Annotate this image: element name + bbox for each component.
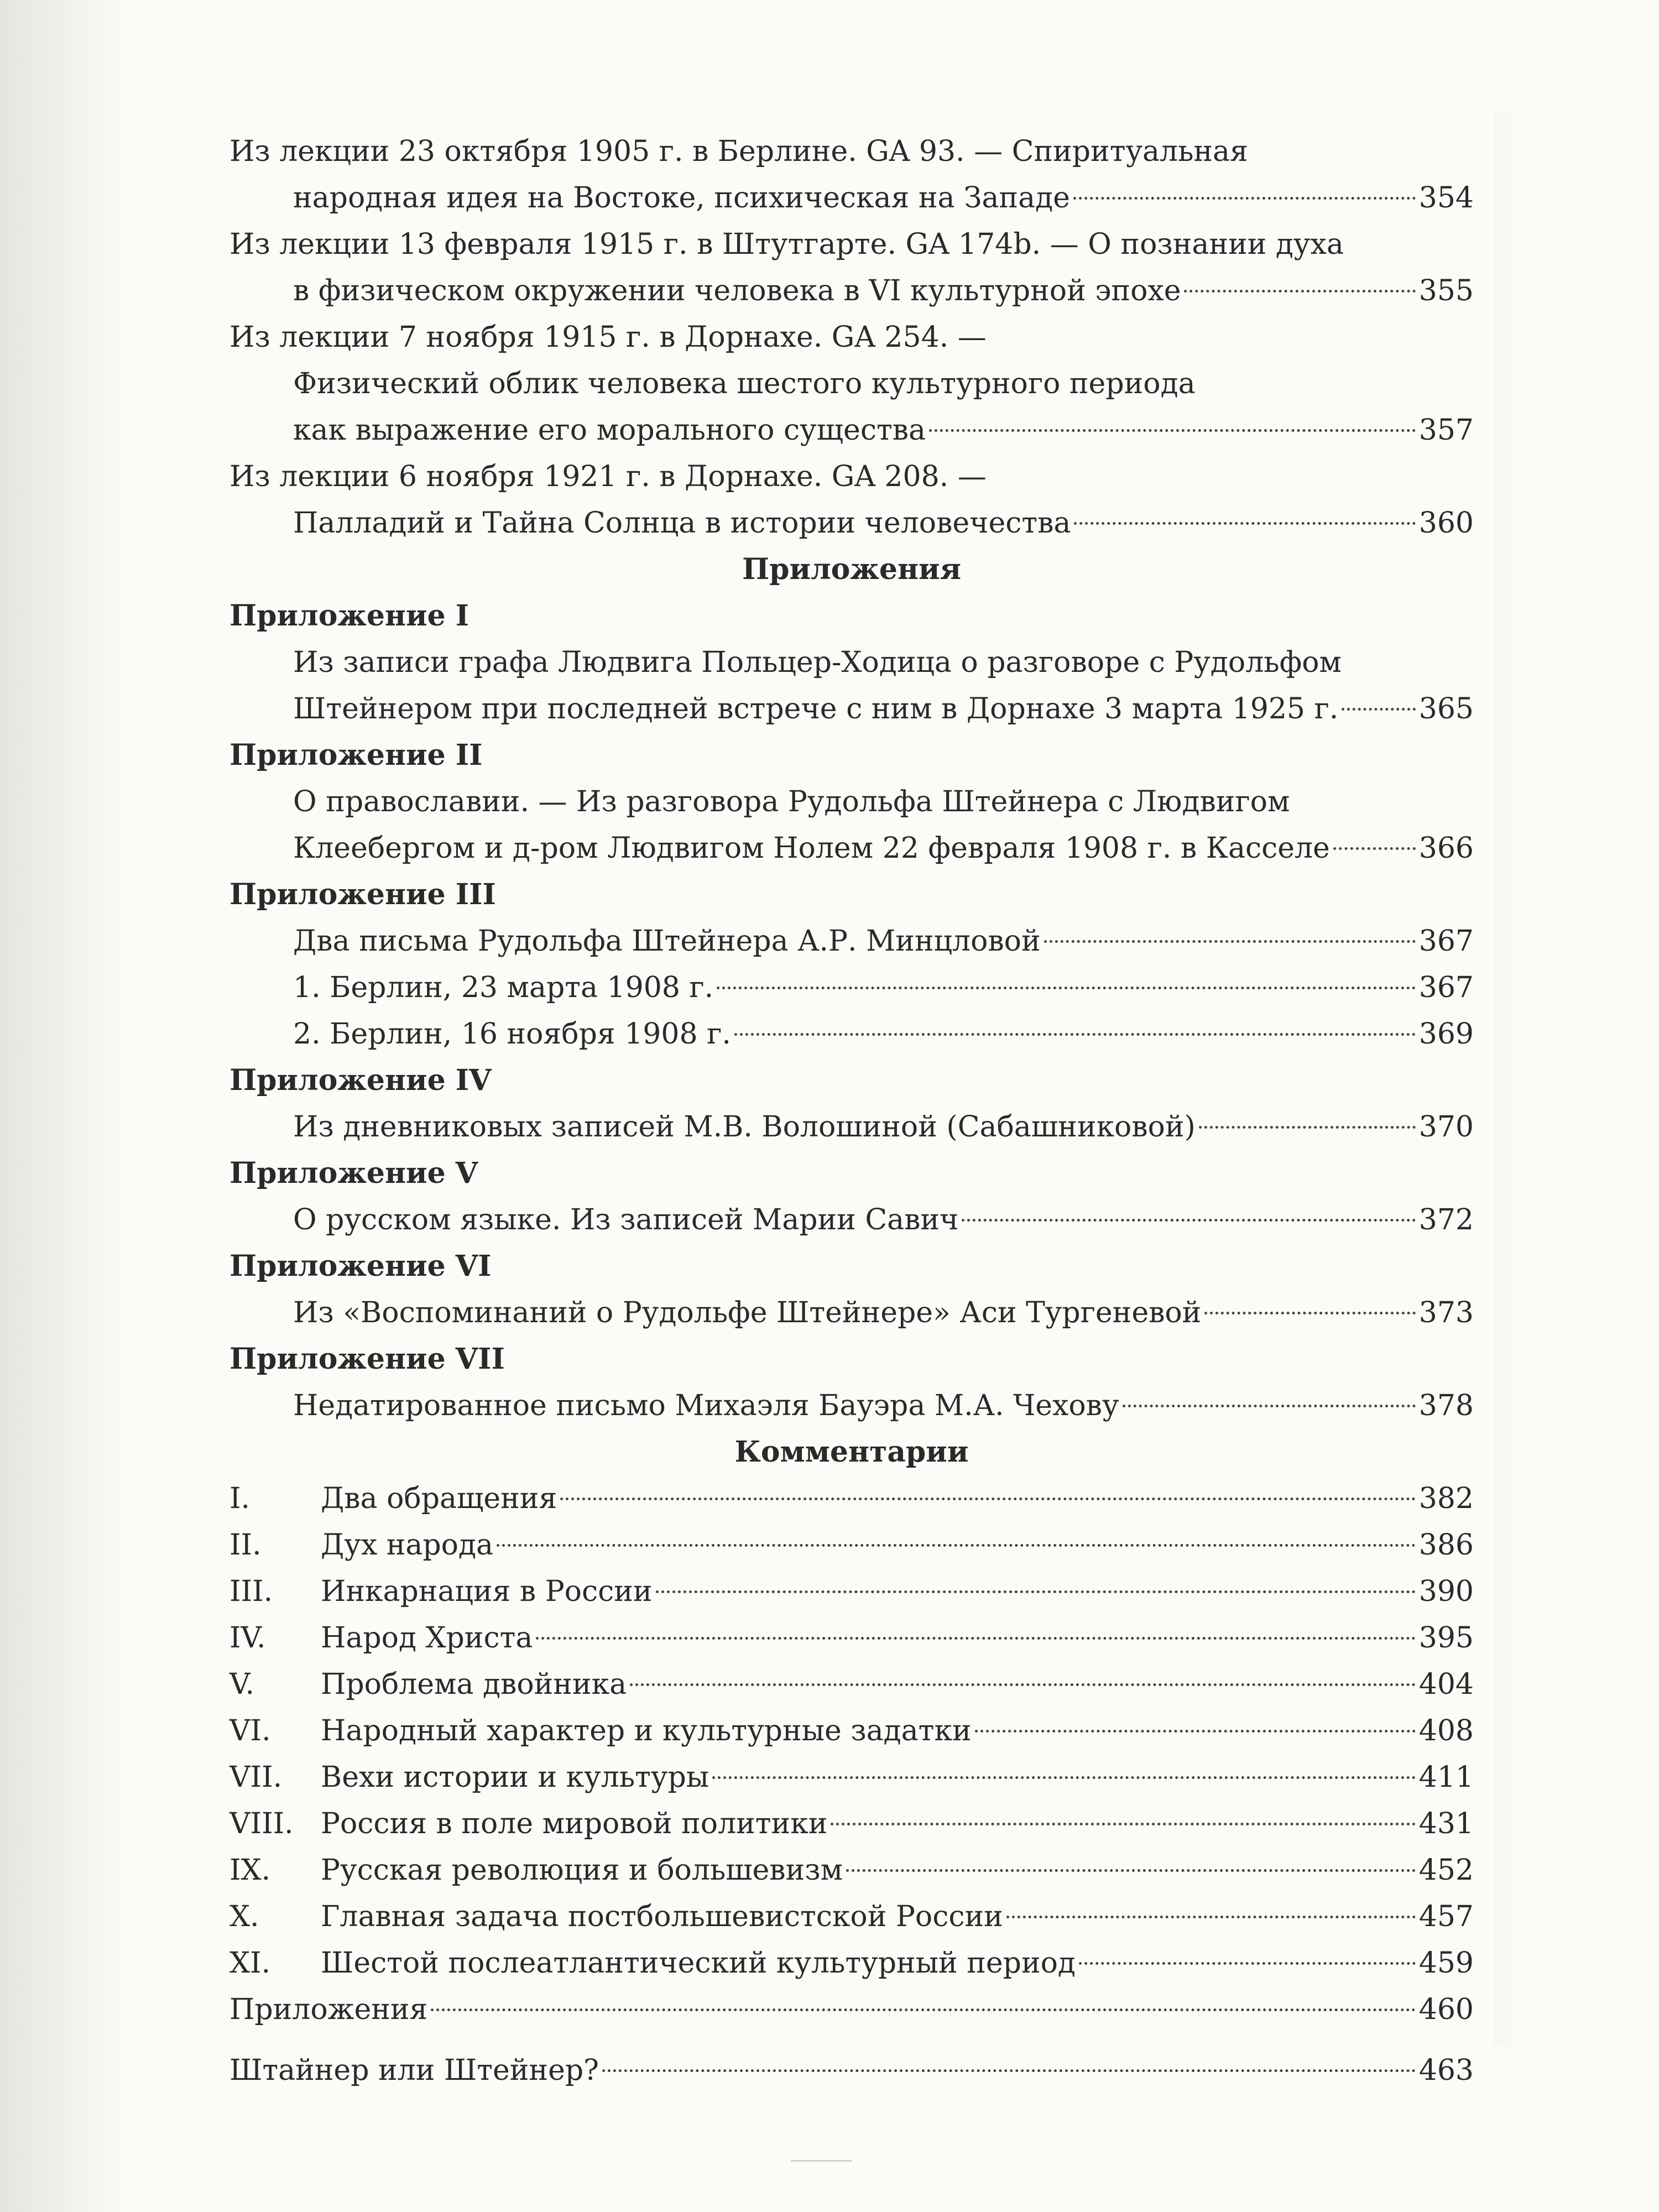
comment-title: Дух народа bbox=[321, 1528, 493, 1562]
entry-line: Из лекции 13 февраля 1915 г. в Штутгарте. GA 174b. — О познании духа bbox=[229, 228, 1344, 261]
page-number: 408 bbox=[1418, 1714, 1474, 1747]
comment-number: VII. bbox=[229, 1761, 283, 1794]
comment-title: Народ Христа bbox=[321, 1621, 533, 1655]
appendix-block bbox=[229, 872, 1474, 1057]
page-number: 460 bbox=[1418, 1993, 1474, 2026]
comment-number: II. bbox=[229, 1528, 262, 1562]
appendix-heading: Приложение IV bbox=[229, 1063, 492, 1097]
table-of-contents bbox=[229, 128, 1474, 2094]
comment-title: Русская революция и большевизм bbox=[321, 1854, 843, 1887]
comment-number: IV. bbox=[229, 1621, 266, 1655]
dot-leader bbox=[717, 987, 1416, 989]
page-number: 370 bbox=[1418, 1110, 1474, 1144]
dot-leader bbox=[1184, 290, 1415, 293]
page-number: 411 bbox=[1418, 1761, 1474, 1794]
comment-entry bbox=[229, 1522, 1474, 1568]
dot-leader bbox=[431, 2008, 1415, 2011]
entry-text: Недатированное письмо Михаэля Бауэра М.А. Чехову bbox=[293, 1389, 1119, 1422]
entry-text: Клеебергом и д-ром Людвигом Нолем 22 февраля 1908 г. в Касселе bbox=[293, 832, 1330, 865]
dot-leader bbox=[1199, 1126, 1416, 1129]
section-title-comments: Комментарии bbox=[734, 1435, 969, 1469]
appendix-heading: Приложение III bbox=[229, 878, 496, 911]
comment-title: Вехи истории и культуры bbox=[321, 1761, 709, 1794]
dot-leader bbox=[1079, 1962, 1416, 1965]
dot-leader bbox=[656, 1590, 1416, 1593]
page-number: 367 bbox=[1418, 971, 1474, 1004]
comment-entry bbox=[229, 1801, 1474, 1847]
comment-number: V. bbox=[229, 1668, 254, 1701]
comment-entry bbox=[229, 1754, 1474, 1801]
entry-text: 2. Берлин, 16 ноября 1908 г. bbox=[293, 1018, 731, 1051]
section-title-appendices: Приложения bbox=[742, 552, 962, 586]
dot-leader bbox=[962, 1219, 1415, 1222]
entry-line-with-page bbox=[229, 964, 1474, 1011]
appendix-heading: Приложение V bbox=[229, 1156, 478, 1190]
page-number: 366 bbox=[1418, 832, 1474, 865]
appendix-block bbox=[229, 732, 1474, 872]
toc-entry bbox=[229, 221, 1474, 314]
comment-entry bbox=[229, 1615, 1474, 1661]
entry-line-with-page bbox=[229, 825, 1474, 872]
dot-leader bbox=[630, 1683, 1416, 1686]
page-number: 382 bbox=[1418, 1482, 1474, 1515]
comment-entry bbox=[229, 1940, 1474, 1986]
toc-entry bbox=[229, 314, 1474, 453]
dot-leader bbox=[929, 429, 1416, 432]
appendix-block bbox=[229, 1057, 1474, 1150]
dot-leader bbox=[1204, 1312, 1415, 1314]
tail-entry bbox=[229, 2047, 1474, 2094]
page-number: 431 bbox=[1418, 1807, 1474, 1840]
comment-entry bbox=[229, 1847, 1474, 1893]
appendix-heading: Приложение II bbox=[229, 738, 483, 772]
entry-text: Из «Воспоминаний о Рудольфе Штейнере» Аси Тургеневой bbox=[293, 1296, 1202, 1329]
entry-line-with-page bbox=[229, 1383, 1474, 1429]
tail-title: Приложения bbox=[229, 1993, 428, 2026]
comment-entry bbox=[229, 1475, 1474, 1522]
entry-text: Штейнером при последней встрече с ним в Дорнахе 3 марта 1925 г. bbox=[293, 692, 1339, 726]
page-number: 357 bbox=[1418, 414, 1474, 447]
appendix-heading: Приложение VI bbox=[229, 1249, 492, 1283]
comment-entry bbox=[229, 1893, 1474, 1940]
dot-leader bbox=[1006, 1916, 1416, 1918]
comment-title: Россия в поле мировой политики bbox=[321, 1807, 828, 1840]
entry-text: как выражение его морального существа bbox=[293, 414, 926, 447]
page-number: 369 bbox=[1418, 1018, 1474, 1051]
comment-number: XI. bbox=[229, 1947, 271, 1980]
comment-entry bbox=[229, 1568, 1474, 1615]
entry-text: в физическом окружении человека в VI культурной эпохе bbox=[293, 274, 1181, 307]
dot-leader bbox=[1074, 522, 1415, 525]
appendix-block bbox=[229, 593, 1474, 732]
entry-text: Из дневниковых записей М.В. Волошиной (Сабашниковой) bbox=[293, 1110, 1196, 1144]
page-number: 360 bbox=[1418, 507, 1474, 540]
comment-number: I. bbox=[229, 1482, 251, 1515]
entry-line-with-page bbox=[229, 268, 1474, 314]
comment-title: Инкарнация в России bbox=[321, 1575, 653, 1608]
dot-leader bbox=[846, 1869, 1416, 1872]
dot-leader bbox=[712, 1776, 1416, 1779]
page-number: 372 bbox=[1418, 1203, 1474, 1237]
appendix-heading: Приложение VII bbox=[229, 1342, 505, 1376]
dot-leader bbox=[1333, 847, 1416, 850]
entry-line-with-page bbox=[229, 407, 1474, 453]
page-gutter-shadow bbox=[0, 0, 127, 2212]
entry-line-with-page bbox=[229, 175, 1474, 221]
footer-mark bbox=[791, 2157, 852, 2162]
entry-line-with-page bbox=[229, 1197, 1474, 1243]
entry-line-with-page bbox=[229, 1290, 1474, 1336]
toc-entry bbox=[229, 453, 1474, 546]
appendix-block bbox=[229, 1336, 1474, 1429]
entry-text: О русском языке. Из записей Марии Савич bbox=[293, 1203, 959, 1237]
comment-title: Главная задача постбольшевистской России bbox=[321, 1900, 1003, 1933]
page-number: 378 bbox=[1418, 1389, 1474, 1422]
dot-leader bbox=[497, 1544, 1416, 1547]
entry-text: Палладий и Тайна Солнца в истории человечества bbox=[293, 507, 1071, 540]
tail-entry bbox=[229, 1986, 1474, 2033]
page-number: 395 bbox=[1418, 1621, 1474, 1655]
dot-leader bbox=[602, 2069, 1416, 2072]
comment-entry bbox=[229, 1708, 1474, 1754]
entry-text: народная идея на Востоке, психическая на Западе bbox=[293, 181, 1070, 215]
comment-entry bbox=[229, 1661, 1474, 1708]
page-edge-shadow bbox=[1493, 111, 1526, 2046]
dot-leader bbox=[1073, 197, 1416, 200]
dot-leader bbox=[831, 1823, 1415, 1825]
dot-leader bbox=[1123, 1405, 1416, 1407]
page-number: 367 bbox=[1418, 925, 1474, 958]
entry-line-with-page bbox=[229, 686, 1474, 732]
entry-line: Физический облик человека шестого культурного периода bbox=[293, 367, 1196, 400]
appendix-heading: Приложение I bbox=[229, 599, 469, 633]
entry-line-with-page bbox=[229, 1011, 1474, 1057]
entry-line: Из лекции 7 ноября 1915 г. в Дорнахе. GA 254. — bbox=[229, 321, 987, 354]
comment-title: Шестой послеатлантический культурный период bbox=[321, 1947, 1076, 1980]
entry-text: 1. Берлин, 23 марта 1908 г. bbox=[293, 971, 714, 1004]
comment-number: X. bbox=[229, 1900, 259, 1933]
entry-text: Два письма Рудольфа Штейнера А.Р. Минцловой bbox=[293, 925, 1041, 958]
comment-number: IX. bbox=[229, 1854, 271, 1887]
dot-leader bbox=[1342, 708, 1415, 711]
page-number: 452 bbox=[1418, 1854, 1474, 1887]
entry-line: Из лекции 6 ноября 1921 г. в Дорнахе. GA 208. — bbox=[229, 460, 987, 493]
page-number: 404 bbox=[1418, 1668, 1474, 1701]
page-number: 390 bbox=[1418, 1575, 1474, 1608]
dot-leader bbox=[536, 1637, 1415, 1640]
page-number: 373 bbox=[1418, 1296, 1474, 1329]
page-number: 386 bbox=[1418, 1528, 1474, 1562]
page-number: 355 bbox=[1418, 274, 1474, 307]
tail-title: Штайнер или Штейнер? bbox=[229, 2054, 599, 2087]
appendix-block bbox=[229, 1150, 1474, 1243]
dot-leader bbox=[734, 1033, 1416, 1036]
entry-line: О православии. — Из разговора Рудольфа Штейнера с Людвигом bbox=[293, 785, 1290, 818]
comment-title: Народный характер и культурные задатки bbox=[321, 1714, 972, 1747]
dot-leader bbox=[975, 1730, 1416, 1733]
entry-line-with-page bbox=[229, 1104, 1474, 1150]
page-number: 365 bbox=[1418, 692, 1474, 726]
comment-number: VIII. bbox=[229, 1807, 294, 1840]
appendix-block bbox=[229, 1243, 1474, 1336]
page-number: 459 bbox=[1418, 1947, 1474, 1980]
entry-line-with-page bbox=[229, 918, 1474, 964]
dot-leader bbox=[560, 1498, 1416, 1500]
entry-line-with-page bbox=[229, 500, 1474, 546]
entry-line: Из лекции 23 октября 1905 г. в Берлине. GA 93. — Спиритуальная bbox=[229, 135, 1248, 168]
comment-number: VI. bbox=[229, 1714, 271, 1747]
page-number: 457 bbox=[1418, 1900, 1474, 1933]
toc-entry bbox=[229, 128, 1474, 221]
page-number: 463 bbox=[1418, 2054, 1474, 2087]
page-number: 354 bbox=[1418, 181, 1474, 215]
comment-title: Два обращения bbox=[321, 1482, 557, 1515]
entry-line: Из записи графа Людвига Польцер-Ходица о разговоре с Рудольфом bbox=[293, 646, 1342, 679]
comment-number: III. bbox=[229, 1575, 273, 1608]
comment-title: Проблема двойника bbox=[321, 1668, 627, 1701]
dot-leader bbox=[1044, 940, 1416, 943]
